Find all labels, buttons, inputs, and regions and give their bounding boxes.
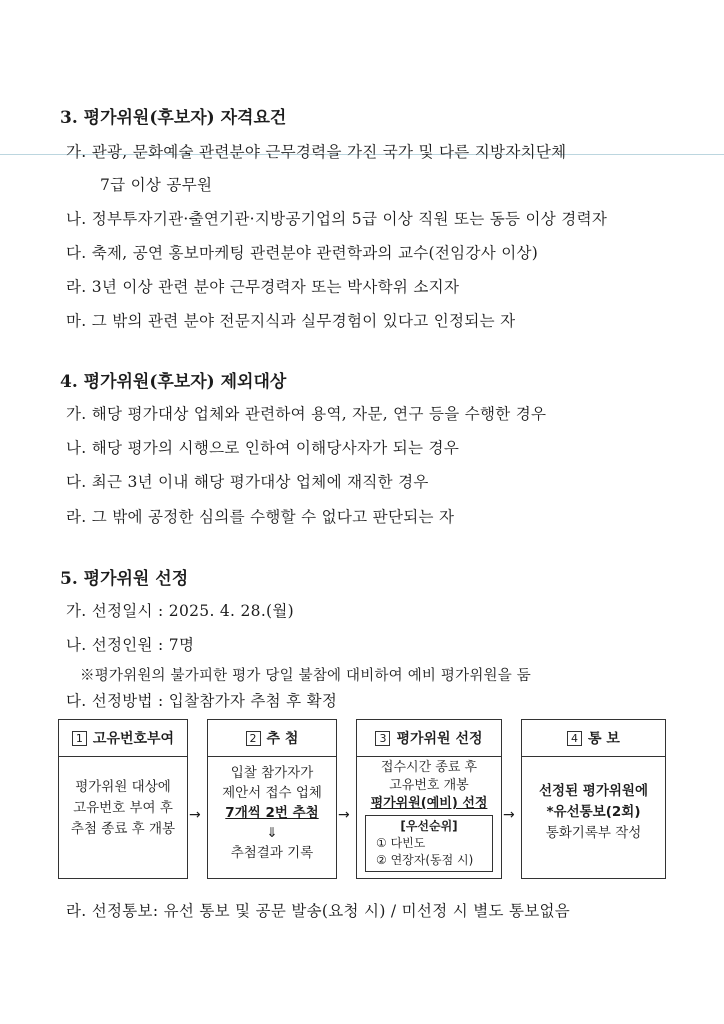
s3-item-da: 다. 축제, 공연 홍보마케팅 관련분야 관련학과의 교수(전임강사 이상) (66, 244, 539, 262)
flow-box-1-line: 추첨 종료 후 개봉 (70, 821, 176, 837)
priority-item: ② 연장자(동점 시) (376, 853, 474, 867)
flow-box-4-title-text: 통 보 (588, 731, 620, 747)
flow-box-3-num: 3 (375, 731, 390, 746)
s4-item-da: 다. 최근 3년 이내 해당 평가대상 업체에 재직한 경우 (66, 473, 429, 491)
flow-box-1-title (59, 720, 187, 757)
flow-box-3-line: 접수시간 종료 후 (380, 760, 478, 775)
section-5-title: 5. 평가위원 선정 (60, 569, 189, 589)
priority-box (365, 815, 493, 872)
flow-box-4-title (522, 720, 665, 757)
priority-item: ① 다빈도 (376, 836, 426, 850)
flow-box-1-body (59, 757, 187, 840)
section-4-title: 4. 평가위원(후보자) 제외대상 (60, 372, 287, 392)
flow-box-3-body (357, 757, 501, 872)
flow-box-3-line: 고유번호 개봉 (389, 778, 469, 793)
flow-box-3-line-emph: 평가위원(예비) 선정 (370, 796, 488, 811)
flow-box-2-line: 추첨결과 기록 (230, 845, 314, 861)
flow-box-2-num: 2 (246, 731, 261, 746)
flow-box-3-title-text: 평가위원 선정 (396, 731, 483, 747)
s3-item-na: 나. 정부투자기관·출연기관·지방공기업의 5급 이상 직원 또는 동등 이상 경력자 (66, 210, 608, 228)
flow-box-2 (207, 719, 337, 879)
s5-item-ga: 가. 선정일시 : 2025. 4. 28.(월) (66, 602, 295, 620)
flow-box-1-num: 1 (72, 731, 87, 746)
s3-item-ga: 가. 관광, 문화예술 관련분야 근무경력을 가진 국가 및 다른 지방자치단체 (66, 143, 567, 161)
s4-item-na: 나. 해당 평가의 시행으로 인하여 이해당사자가 되는 경우 (66, 439, 460, 457)
s3-item-ra: 라. 3년 이상 관련 분야 근무경력자 또는 박사학위 소지자 (66, 278, 460, 296)
flow-box-2-body (208, 757, 336, 863)
flow-box-4-line: *유선통보(2회) (546, 804, 641, 820)
section-3-title: 3. 평가위원(후보자) 자격요건 (60, 108, 287, 128)
priority-title: [우선순위] (400, 819, 458, 833)
flow-arrow-2: → (338, 807, 350, 823)
s4-item-ga: 가. 해당 평가대상 업체와 관련하여 용역, 자문, 연구 등을 수행한 경우 (66, 405, 547, 423)
s3-item-ga-cont: 7급 이상 공무원 (100, 176, 213, 194)
flow-box-2-title (208, 720, 336, 757)
flow-box-3-title (357, 720, 501, 757)
flow-box-2-line-emph: 7개씩 2번 추첨 (225, 805, 319, 821)
flow-box-1-line: 평가위원 대상에 (75, 779, 171, 795)
flow-box-4-num: 4 (567, 731, 582, 746)
flow-box-4-line: 선정된 평가위원에 (538, 783, 649, 799)
flow-box-2-title-text: 추 첨 (266, 731, 299, 747)
s5-item-ra: 라. 선정통보: 유선 통보 및 공문 발송(요청 시) / 미선정 시 별도 통보없음 (66, 902, 571, 920)
flow-box-1-line: 고유번호 부여 후 (73, 800, 173, 816)
s5-note: ※평가위원의 불가피한 평가 당일 불참에 대비하여 예비 평가위원을 둠 (80, 668, 531, 684)
flow-arrow-3: → (503, 807, 515, 823)
s3-item-ma: 마. 그 밖의 관련 분야 전문지식과 실무경험이 있다고 인정되는 자 (66, 312, 516, 330)
s5-item-na: 나. 선정인원 : 7명 (66, 636, 195, 654)
s4-item-ra: 라. 그 밖에 공정한 심의를 수행할 수 없다고 판단되는 자 (66, 508, 455, 526)
s5-item-da: 다. 선정방법 : 입찰참가자 추첨 후 확정 (66, 692, 338, 710)
flow-box-4 (521, 719, 666, 879)
flow-box-2-line: 제안서 접수 업체 (222, 785, 322, 801)
down-arrow-icon: ⇓ (266, 825, 278, 841)
flow-box-3 (356, 719, 502, 879)
flow-arrow-1: → (189, 807, 201, 823)
flow-box-4-line: 통화기록부 작성 (545, 825, 642, 841)
flow-box-2-line: 입찰 참가자가 (230, 765, 314, 781)
flow-box-4-body (522, 757, 665, 844)
flow-box-1-title-text: 고유번호부여 (92, 731, 175, 747)
flow-box-1 (58, 719, 188, 879)
